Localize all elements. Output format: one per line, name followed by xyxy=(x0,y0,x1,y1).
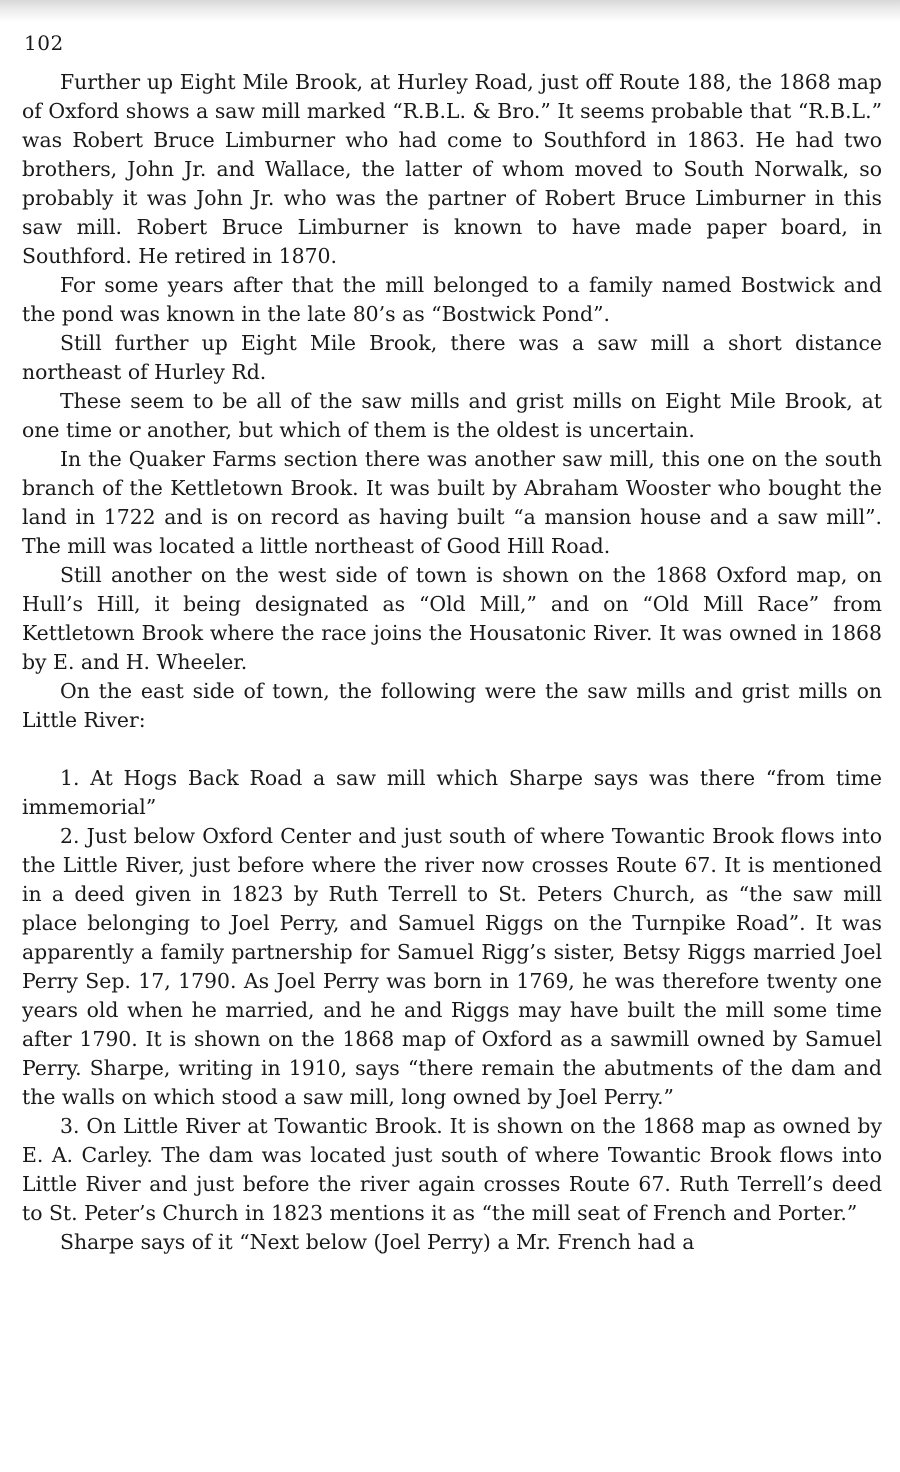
paragraph: Still another on the west side of town is shown on the 1868 Oxford map, on Hull’s Hill, it being designated as “Old Mill,” and on “Old Mill Race” from Kettletown Brook where the race joins the Housatonic River. It was owned in 1868 by E. and H. Wheeler. xyxy=(22,563,882,674)
paragraph: In the Quaker Farms section there was another saw mill, this one on the south branch of the Kettletown Brook. It was built by Abraham Wooster who bought the land in 1722 and is on record as having built “a mansion house and a saw mill”. The mill was located a little northeast of Good Hill Road. xyxy=(22,447,882,558)
paragraph: These seem to be all of the saw mills and grist mills on Eight Mile Brook, at one time or another, but which of them is the oldest is uncertain. xyxy=(22,389,882,442)
paragraph: For some years after that the mill belonged to a family named Bostwick and the pond was known in the late 80’s as “Bostwick Pond”. xyxy=(22,273,882,326)
paragraph: Still further up Eight Mile Brook, there was a saw mill a short distance northeast of Hurley Rd. xyxy=(22,331,882,384)
scan-edge-shadow xyxy=(0,0,900,22)
list-item: 3. On Little River at Towantic Brook. It is shown on the 1868 map as owned by E. A. Carley. The dam was located just south of where Towantic Brook flows into Little River and just before the river again crosses Route 67. Ruth Terrell’s deed to St. Peter’s Church in 1823 mentions it as “the mill seat of French and Porter.” xyxy=(22,1114,882,1225)
paragraph: Further up Eight Mile Brook, at Hurley Road, just off Route 188, the 1868 map of Oxford shows a saw mill marked “R.B.L. & Bro.” It seems probable that “R.B.L.” was Robert Bruce Limburner who had come to Southford in 1863. He had two brothers, John Jr. and Wallace, the latter of whom moved to South Norwalk, so probably it was John Jr. who was the partner of Robert Bruce Limburner in this saw mill. Robert Bruce Limburner is known to have made paper board, in Southford. He retired in 1870. xyxy=(22,70,882,268)
list-item: 2. Just below Oxford Center and just south of where Towantic Brook flows into the Little River, just before where the river now crosses Route 67. It is mentioned in a deed given in 1823 by Ruth Terrell to St. Peters Church, as “the saw mill place belonging to Joel Perry, and Samuel Riggs on the Turnpike Road”. It was apparently a family partnership for Samuel Rigg’s sister, Betsy Riggs married Joel Perry Sep. 17, 1790. As Joel Perry was born in 1769, he was therefore twenty one years old when he married, and he and Riggs may have built the mill some time after 1790. It is shown on the 1868 map of Oxford as a sawmill owned by Samuel Perry. Sharpe, writing in 1910, says “there remain the abutments of the dam and the walls on which stood a saw mill, long owned by Joel Perry.” xyxy=(22,824,882,1109)
list-item: 1. At Hogs Back Road a saw mill which Sharpe says was there “from time immemorial” xyxy=(22,766,882,819)
paragraph: Sharpe says of it “Next below (Joel Perry) a Mr. French had a xyxy=(60,1230,695,1254)
page-number: 102 xyxy=(24,31,64,55)
body-text xyxy=(22,68,882,1257)
paragraph: On the east side of town, the following were the saw mills and grist mills on Little River: xyxy=(22,679,882,732)
